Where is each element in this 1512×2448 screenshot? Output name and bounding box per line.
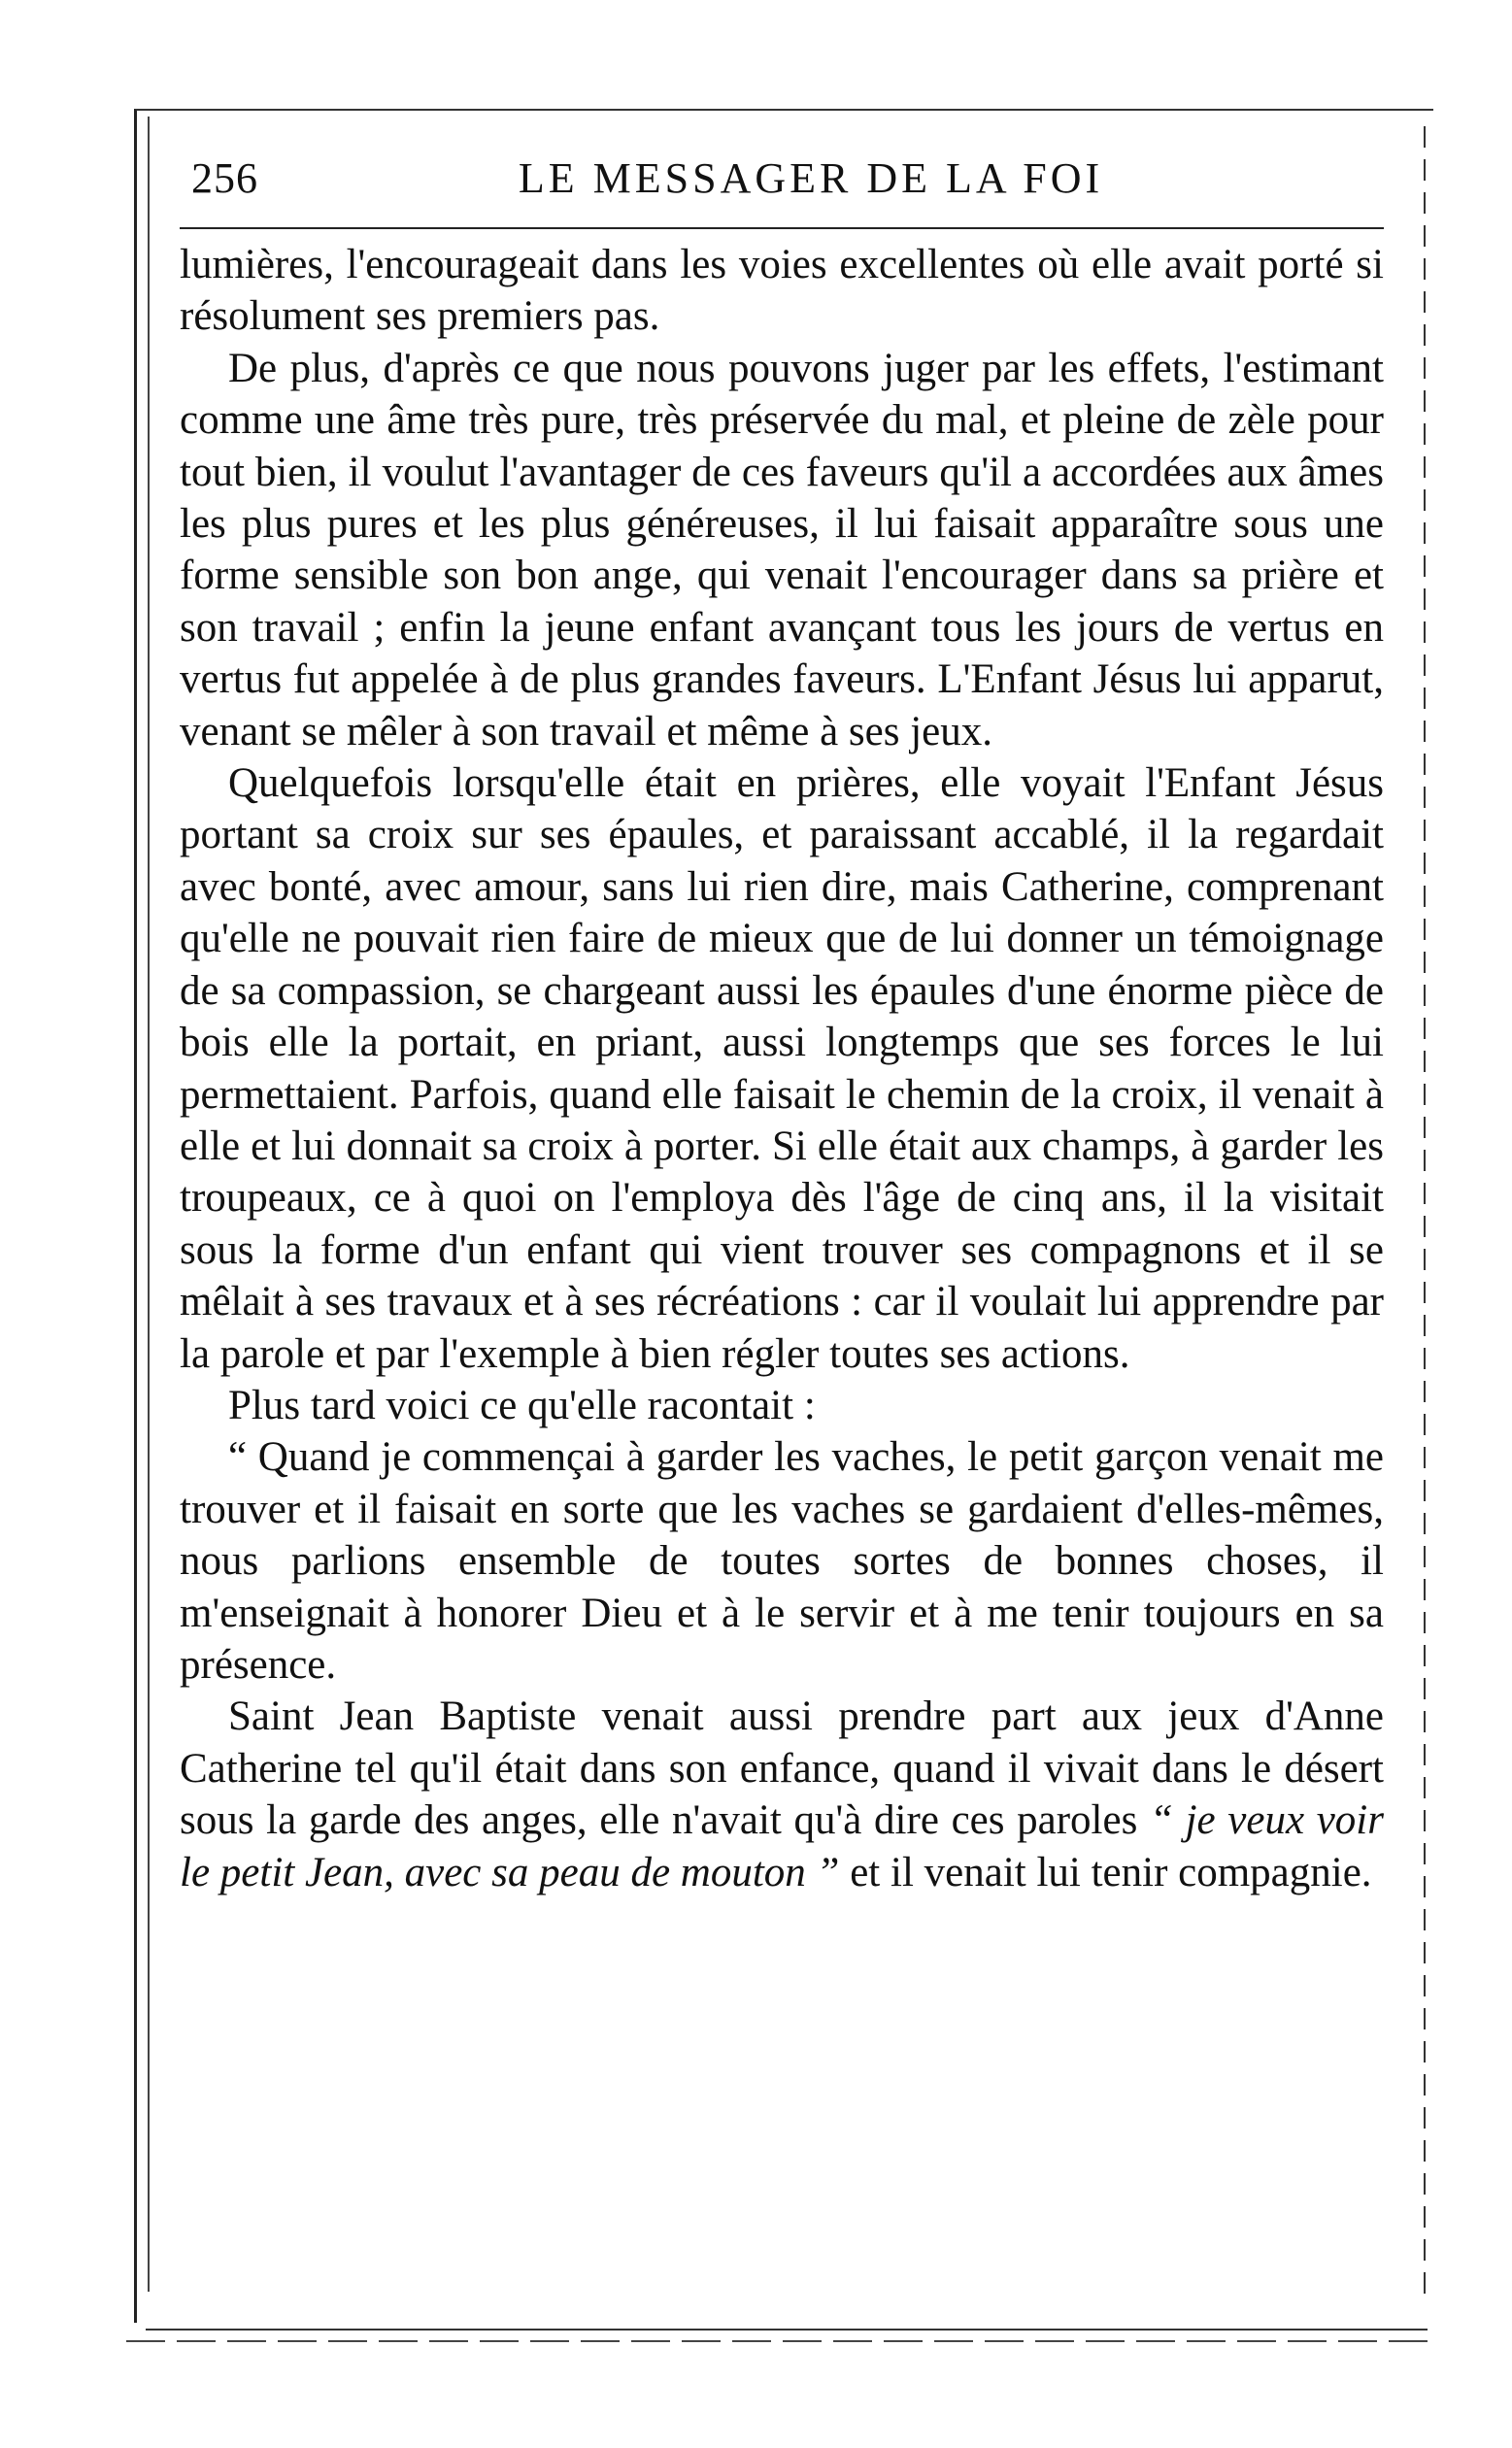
body-text [180,239,1384,1898]
running-title: LE MESSAGER DE LA FOI [518,154,1104,202]
page-border-inner [148,117,150,2292]
paragraph-text: Saint Jean Baptiste venait aussi prendre part aux jeux d'Anne Catherine tel qu'il était dans son enfance, quand il vivait dans le désert sous la garde des anges, elle n'avait qu'à dire ces paroles [180,1693,1384,1844]
paragraph [180,1691,1384,1898]
page-number: 256 [191,154,258,202]
paragraph: Plus tard voici ce qu'elle racontait : [228,1382,816,1428]
paragraph: “ Quand je commençai à garder les vaches, le petit garçon venait me trouver et il faisait en sorte que les vaches se gardaient d'elles-mêmes, nous parlions ensemble de toutes sortes de bonnes choses, il m'enseignait à honorer Dieu et à le servir et à me tenir toujours en sa présence. [180,1434,1384,1688]
page-border-bottom-outer [126,2340,1428,2342]
header-rule [180,227,1384,229]
page-border-bottom [146,2329,1428,2331]
paragraph: lumières, l'encourageait dans les voies excellentes où elle avait porté si résolument ses premiers pas. [180,242,1384,340]
paragraph-text: et il venait lui tenir compagnie. [839,1849,1372,1895]
paragraph: De plus, d'après ce que nous pouvons juger par les effets, l'estimant comme une âme très pure, très préservée du mal, et pleine de zèle pour tout bien, il voulut l'avantager de ces faveurs qu'il a accordées aux âmes les plus pures et les plus généreuses, il lui faisait apparaître sous une forme sensible son bon ange, qui venait l'encourager dans sa prière et son travail ; enfin la jeune enfant avançant tous les jours de vertus en vertus fut appelée à de plus grandes faveurs. L'Enfant Jésus lui apparut, venant se mêler à son travail et même à ses jeux. [180,345,1384,755]
book-page [180,144,1384,1898]
paragraph: Quelquefois lorsqu'elle était en prières, elle voyait l'Enfant Jésus portant sa croix sur ses épaules, et paraissant accablé, il la regardait avec bonté, avec amour, sans lui rien dire, mais Catherine, comprenant qu'elle ne pouvait rien faire de mieux que de lui donner un témoignage de sa compassion, se chargeant aussi les épaules d'une énorme pièce de bois elle la portait, en priant, aussi longtemps que ses forces le lui permettaient. Parfois, quand elle faisait le chemin de la croix, il venait à elle et lui donnait sa croix à porter. Si elle était aux champs, à garder les troupeaux, ce à quoi on l'employa dès l'âge de cinq ans, il la visitait sous la forme d'un enfant qui vient trouver ses compagnons et il se mêlait à ses travaux et à ses récréations : car il voulait lui apprendre par la parole et par l'exemple à bien régler toutes ses actions. [180,760,1384,1377]
page-border-right [1424,126,1426,2301]
page-header [180,144,1384,204]
italic-quote: “ je veux voir le petit Jean, avec sa peau de mouton ” [180,1797,1384,1895]
